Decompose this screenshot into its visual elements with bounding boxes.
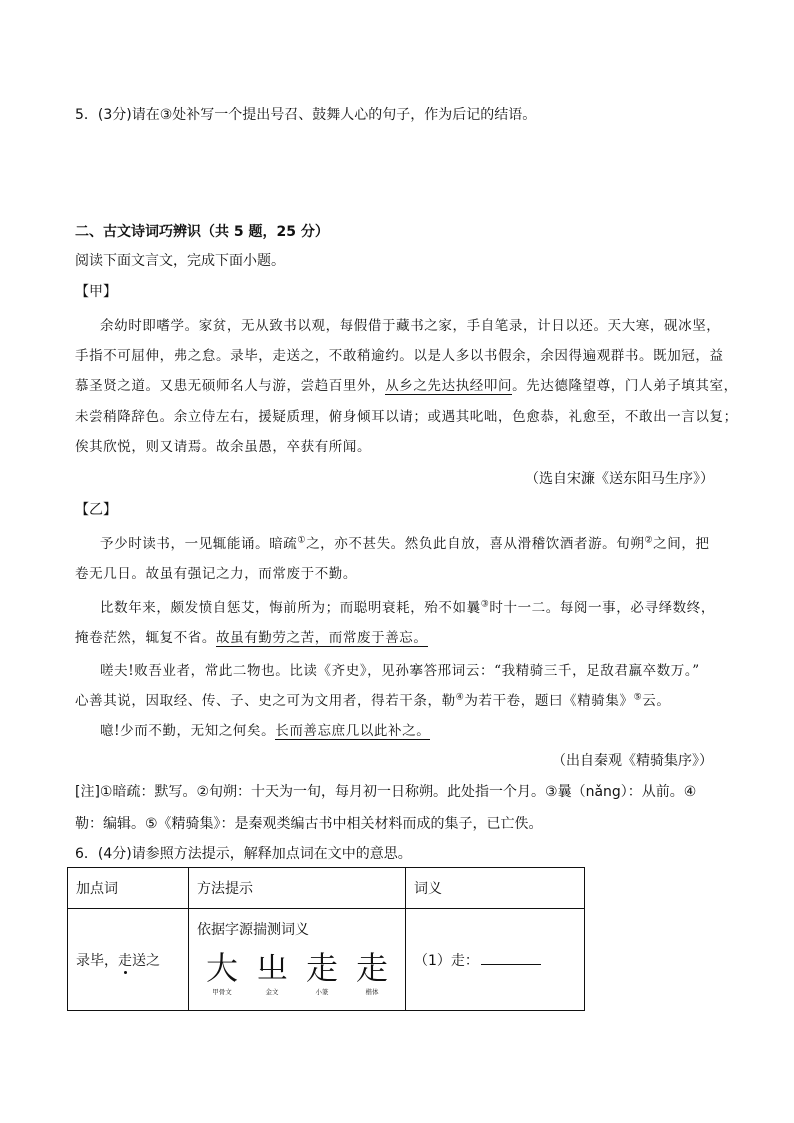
yi-text: 之间，把 <box>653 536 710 552</box>
glyph-label: 楷体 <box>365 988 379 996</box>
answer-prefix: （1）走： <box>414 952 479 969</box>
yi-source: （出自秦观《精骑集序》） <box>552 753 713 769</box>
yi-text: 掩卷茫然，辄复不省。 <box>75 630 216 646</box>
yi-line-4 <box>75 626 428 646</box>
jia-line-1: 余幼时即嗜学。家贫，无从致书以观，每假借于藏书之家，手自笔录，计日以还。天大寒，砚冰坚， <box>100 318 721 334</box>
note-mark-2: ② <box>644 535 654 546</box>
yi-underlined-sentence-2: 长而善忘庶几以此补之。 <box>275 723 431 739</box>
question-5: 5．(3分)请在③处补写一个提出号召、鼓舞人心的句子，作为后记的结语。 <box>75 107 537 123</box>
glyph-label: 甲骨文 <box>212 988 232 996</box>
note-mark-5: ⑤ <box>633 692 643 703</box>
glyph-char: 大 <box>205 949 238 987</box>
yi-underlined-sentence-1: 故虽有勤劳之苦，而常废于善忘。 <box>216 630 428 646</box>
reading-instruction: 阅读下面文言文，完成下面小题。 <box>75 253 285 269</box>
cell-word <box>68 909 189 1011</box>
yi-text: 心善其说，因取经、传、子、史之可为文用者，得若干条，勒 <box>75 693 456 709</box>
note-mark-3: ③ <box>480 599 490 610</box>
glyph-regular <box>347 949 397 997</box>
word-text: 送之 <box>132 952 160 969</box>
glyph-char: 㞢 <box>255 949 288 987</box>
yi-text: 云。 <box>642 693 671 709</box>
word-text: 录毕， <box>76 952 118 969</box>
yi-line-7 <box>100 719 430 739</box>
answer-blank[interactable] <box>481 952 541 965</box>
jia-line-4: 未尝稍降辞色。余立侍左右，援疑质理，俯身倾耳以请；或遇其叱咄，色愈恭，礼愈至，不敢出一言以复； <box>75 409 738 425</box>
glyph-evolution <box>197 949 397 997</box>
cell-method <box>189 909 406 1011</box>
cell-answer <box>406 909 585 1011</box>
jia-underlined-phrase: 从乡之先达执经叩问 <box>385 378 513 394</box>
glyph-label: 金文 <box>265 988 279 996</box>
glyph-seal <box>297 949 347 997</box>
jia-line-5: 俟其欣悦，则又请焉。故余虽愚，卒获有所闻。 <box>75 439 372 455</box>
jia-source: （选自宋濂《送东阳马生序》） <box>525 471 714 487</box>
yi-line-3 <box>100 596 715 616</box>
question-6: 6．(4分)请参照方法提示，解释加点词在文中的意思。 <box>75 846 412 862</box>
note-mark-1: ① <box>297 535 307 546</box>
header-word: 加点词 <box>68 868 189 909</box>
glyph-char: 走 <box>355 949 388 987</box>
jia-line-2: 手指不可屈伸，弗之怠。录毕，走送之，不敢稍逾约。以是人多以书假余，余因得遍观群书。既加冠，益 <box>75 348 724 364</box>
yi-text: 时十一二。每阅一事，必寻绎数终， <box>489 600 715 616</box>
section-2-title: 二、古文诗词巧辨识（共 5 题，25 分） <box>75 224 329 240</box>
glyph-label: 小篆 <box>315 988 329 996</box>
jia-line-3-pre: 慕圣贤之道。又患无硕师名人与游，尝趋百里外， <box>75 378 386 394</box>
yi-text: 予少时读书，一见辄能诵。暗疏 <box>100 536 298 552</box>
note-mark-4: ④ <box>455 692 465 703</box>
yi-line-1 <box>100 532 710 552</box>
jia-line-3-post: 。先达德隆望尊，门人弟子填其室， <box>512 378 738 394</box>
annotation-line-1: [注]①暗疏：默写。②旬朔：十天为一旬，每月初一日称朔。此处指一个月。③曩（nǎng）：从前。④ <box>75 784 697 800</box>
glyph-oracle <box>197 949 247 997</box>
header-method: 方法提示 <box>189 868 406 909</box>
header-meaning: 词义 <box>406 868 585 909</box>
answer-table <box>67 867 585 1011</box>
yi-text: 比数年来，颇发愤自惩艾，悔前所为；而聪明衰耗，殆不如曩 <box>100 600 481 616</box>
jia-line-3 <box>75 374 738 394</box>
glyph-bronze <box>247 949 297 997</box>
passage-jia-label: 【甲】 <box>75 284 117 300</box>
method-hint: 依据字源揣测词义 <box>197 922 309 938</box>
dotted-word: 走 <box>118 952 132 969</box>
glyph-char: ⾛ <box>305 949 338 987</box>
passage-yi-label: 【乙】 <box>75 502 117 518</box>
yi-text: 噫!少而不勤，无知之何矣。 <box>100 723 276 739</box>
yi-text: 为若干卷，题曰《精骑集》 <box>464 693 634 709</box>
yi-line-6 <box>75 689 670 709</box>
yi-line-5: 嗟夫!败吾业者，常此二物也。比读《齐史》，见孙搴答邢词云：“我精骑三千，足敌君羸卒数万。” <box>100 663 700 679</box>
yi-text: 之，亦不甚失。然负此自放，喜从滑稽饮酒者游。旬朔 <box>306 536 645 552</box>
annotation-line-2: 勒：编辑。⑤《精骑集》：是秦观类编古书中相关材料而成的集子，已亡佚。 <box>75 816 543 832</box>
yi-line-2: 卷无几日。故虽有强记之力，而常废于不勤。 <box>75 566 357 582</box>
